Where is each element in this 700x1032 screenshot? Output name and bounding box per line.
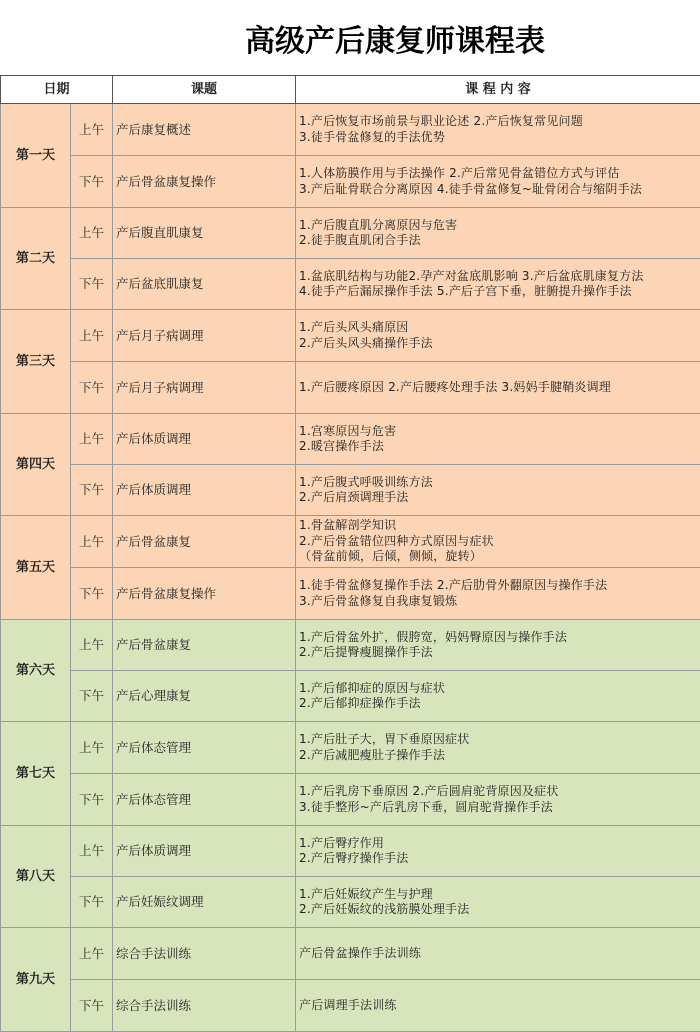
session-period: 下午 (71, 877, 113, 928)
session-period: 上午 (71, 722, 113, 774)
session-topic: 产后体态管理 (113, 722, 296, 774)
table-row (1, 980, 700, 1032)
table-row (1, 516, 700, 568)
header-content: 课 程 内 容 (296, 76, 700, 104)
session-content: 1.产后骨盆外扩，假胯宽，妈妈臀原因与操作手法 2.产后提臀瘦腿操作手法 (296, 620, 700, 671)
session-topic: 产后康复概述 (113, 104, 296, 156)
table-row (1, 156, 700, 208)
session-topic: 产后骨盆康复操作 (113, 156, 296, 208)
day-label: 第四天 (1, 414, 71, 516)
session-period: 上午 (71, 928, 113, 980)
session-content: 1.产后腹式呼吸训练方法 2.产后肩颈调理手法 (296, 465, 700, 516)
table-row (1, 620, 700, 671)
session-period: 下午 (71, 671, 113, 722)
table-row (1, 826, 700, 877)
day-label: 第一天 (1, 104, 71, 208)
day-label: 第三天 (1, 310, 71, 414)
page-title: 高级产后康复师课程表 (0, 0, 700, 75)
session-period: 下午 (71, 465, 113, 516)
session-topic: 综合手法训练 (113, 928, 296, 980)
day-label: 第九天 (1, 928, 71, 1032)
session-topic: 产后体质调理 (113, 826, 296, 877)
table-row (1, 362, 700, 414)
schedule-table (0, 75, 700, 1032)
session-topic: 产后盆底肌康复 (113, 259, 296, 310)
day-label: 第七天 (1, 722, 71, 826)
session-topic: 产后腹直肌康复 (113, 208, 296, 259)
session-topic: 产后骨盆康复 (113, 620, 296, 671)
session-topic: 产后心理康复 (113, 671, 296, 722)
session-content: 1.产后恢复市场前景与职业论述 2.产后恢复常见问题 3.徒手骨盆修复的手法优势 (296, 104, 700, 156)
session-period: 上午 (71, 208, 113, 259)
session-period: 上午 (71, 414, 113, 465)
session-content: 1.产后腰疼原因 2.产后腰疼处理手法 3.妈妈手腱鞘炎调理 (296, 362, 700, 414)
table-row (1, 671, 700, 722)
session-content: 1.产后肚子大，胃下垂原因症状 2.产后减肥瘦肚子操作手法 (296, 722, 700, 774)
session-topic: 产后体质调理 (113, 414, 296, 465)
day-label: 第五天 (1, 516, 71, 620)
session-content: 1.产后妊娠纹产生与护理 2.产后妊娠纹的浅筋膜处理手法 (296, 877, 700, 928)
table-row (1, 104, 700, 156)
table-row (1, 928, 700, 980)
table-row (1, 414, 700, 465)
session-content: 1.产后头风头痛原因 2.产后头风头痛操作手法 (296, 310, 700, 362)
schedule-body (1, 104, 700, 1032)
session-topic: 产后骨盆康复操作 (113, 568, 296, 620)
table-row (1, 722, 700, 774)
table-row (1, 568, 700, 620)
session-content: 1.宫寒原因与危害 2.暖宫操作手法 (296, 414, 700, 465)
session-period: 下午 (71, 259, 113, 310)
session-period: 上午 (71, 516, 113, 568)
table-row (1, 259, 700, 310)
session-topic: 综合手法训练 (113, 980, 296, 1032)
day-label: 第八天 (1, 826, 71, 928)
session-topic: 产后体态管理 (113, 774, 296, 826)
session-content: 产后骨盆操作手法训练 (296, 928, 700, 980)
table-row (1, 465, 700, 516)
session-period: 上午 (71, 826, 113, 877)
session-topic: 产后月子病调理 (113, 310, 296, 362)
session-period: 上午 (71, 620, 113, 671)
session-content: 1.盆底肌结构与功能2.孕产对盆底肌影响 3.产后盆底肌康复方法 4.徒手产后漏尿操作手法 5.产后子宫下垂，脏腑提升操作手法 (296, 259, 700, 310)
session-topic: 产后妊娠纹调理 (113, 877, 296, 928)
session-content: 产后调理手法训练 (296, 980, 700, 1032)
session-period: 下午 (71, 568, 113, 620)
table-row (1, 774, 700, 826)
header-topic: 课题 (113, 76, 296, 104)
day-label: 第二天 (1, 208, 71, 310)
table-row (1, 208, 700, 259)
session-topic: 产后月子病调理 (113, 362, 296, 414)
session-period: 上午 (71, 310, 113, 362)
table-row (1, 877, 700, 928)
session-topic: 产后骨盆康复 (113, 516, 296, 568)
session-content: 1.产后腹直肌分离原因与危害 2.徒手腹直肌闭合手法 (296, 208, 700, 259)
header-row (1, 76, 700, 104)
table-row (1, 310, 700, 362)
session-period: 上午 (71, 104, 113, 156)
session-period: 下午 (71, 156, 113, 208)
session-content: 1.徒手骨盆修复操作手法 2.产后肋骨外翻原因与操作手法 3.产后骨盆修复自我康复锻炼 (296, 568, 700, 620)
session-period: 下午 (71, 362, 113, 414)
session-topic: 产后体质调理 (113, 465, 296, 516)
header-date: 日期 (1, 76, 113, 104)
session-content: 1.产后臀疗作用 2.产后臀疗操作手法 (296, 826, 700, 877)
session-content: 1.产后乳房下垂原因 2.产后圆肩驼背原因及症状 3.徒手整形~产后乳房下垂，圆肩驼背操作手法 (296, 774, 700, 826)
session-period: 下午 (71, 980, 113, 1032)
session-content: 1.人体筋膜作用与手法操作 2.产后常见骨盆错位方式与评估 3.产后耻骨联合分离原因 4.徒手骨盆修复~耻骨闭合与缩阴手法 (296, 156, 700, 208)
session-content: 1.骨盆解剖学知识 2.产后骨盆错位四种方式原因与症状 （骨盆前倾，后倾，侧倾，旋转） (296, 516, 700, 568)
session-content: 1.产后郁抑症的原因与症状 2.产后郁抑症操作手法 (296, 671, 700, 722)
session-period: 下午 (71, 774, 113, 826)
day-label: 第六天 (1, 620, 71, 722)
